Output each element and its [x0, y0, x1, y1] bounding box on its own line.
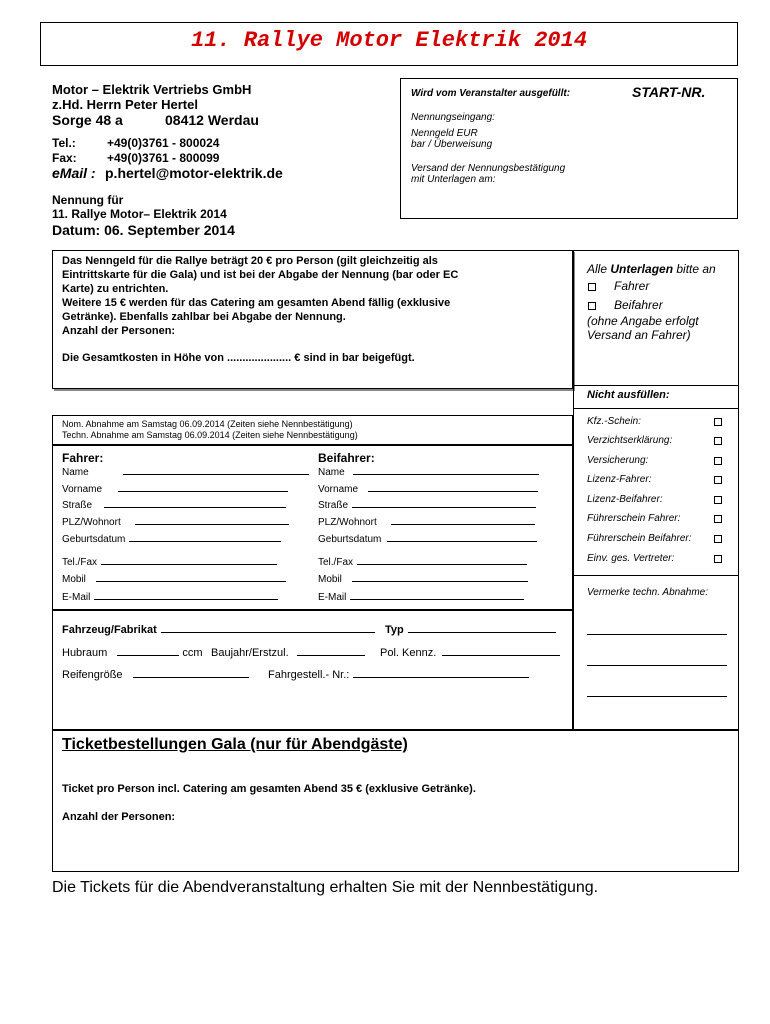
right-divider [573, 408, 739, 409]
check-item-label: Versicherung: [587, 455, 649, 466]
check-item-label: Lizenz-Beifahrer: [587, 494, 663, 505]
street: Sorge 48 a [52, 112, 123, 128]
unterlagen-line: Alle Unterlagen bitte an [587, 262, 716, 276]
fee-text-line: Getränke). Ebenfalls zahlbar bei Abgabe der Nennung. [62, 311, 346, 323]
check-item-label: Führerschein Fahrer: [587, 513, 681, 524]
start-nr-label: START-NR. [632, 84, 706, 100]
reifengroesse-field[interactable]: Reifengröße [62, 668, 249, 681]
right-divider [573, 385, 739, 386]
email-value: p.hertel@motor-elektrik.de [105, 165, 283, 181]
beifahrer-wohnort-field[interactable]: PLZ/Wohnort [318, 515, 535, 528]
fax-value: +49(0)3761 - 800099 [107, 151, 220, 165]
check-item-label: Kfz.-Schein: [587, 416, 641, 427]
check-item-box[interactable] [714, 535, 722, 543]
vermerke-label: Vermerke techn. Abnahme: [587, 587, 708, 598]
company-name: Motor – Elektrik Vertriebs GmbH [52, 82, 252, 97]
beifahrer-vorname-field[interactable]: Vorname [318, 482, 538, 495]
total-cost-line: Die Gesamtkosten in Höhe von ..................... € sind in bar beigefügt. [62, 352, 415, 364]
tel-value: +49(0)3761 - 800024 [107, 136, 220, 150]
beifahrer-email-field[interactable]: E-Mail [318, 590, 524, 603]
fahrer-wohnort-field[interactable]: PLZ/Wohnort [62, 515, 289, 528]
beifahrer-strasse-field[interactable]: Straße [318, 498, 536, 511]
fee-text-line: Das Nenngeld für die Rallye beträgt 20 € pro Person (gilt gleichzeitig als [62, 255, 438, 267]
versand-label: Versand der Nennungsbestätigung [411, 163, 566, 174]
fahrer-option-label: Fahrer [614, 279, 650, 293]
ticket-price-text: Ticket pro Person incl. Catering am gesamten Abend 35 € (exklusive Getränke). [62, 783, 476, 795]
check-item-box[interactable] [714, 515, 722, 523]
check-item-box[interactable] [714, 476, 722, 484]
attn-name: z.Hd. Herrn Peter Hertel [52, 97, 198, 112]
fahrer-email-field[interactable]: E-Mail [62, 590, 278, 603]
beifahrer-option-label: Beifahrer [614, 298, 663, 312]
nicht-ausfuellen-heading: Nicht ausfüllen: [587, 389, 670, 401]
persons-label: Anzahl der Personen: [62, 325, 176, 337]
fee-text-line: Karte) zu entrichten. [62, 283, 169, 295]
unterlagen-note: (ohne Angabe erfolgt [587, 314, 699, 328]
city: 08412 Werdau [165, 112, 259, 128]
footer-note: Die Tickets für die Abendveranstaltung erhalten Sie mit der Nennbestätigung. [52, 879, 599, 896]
fahrgestell-field[interactable]: Fahrgestell.- Nr.: [268, 668, 529, 681]
ticket-heading: Ticketbestellungen Gala (nur für Abendgäste) [62, 736, 408, 753]
tel-label: Tel.: [52, 136, 76, 150]
abnahme-nom: Nom. Abnahme am Samstag 06.09.2014 (Zeiten siehe Nennbestätigung) [62, 419, 353, 429]
hubraum-field[interactable]: Hubraum ccm [62, 647, 203, 659]
beifahrer-heading: Beifahrer: [318, 451, 375, 465]
nennung-event: 11. Rallye Motor– Elektrik 2014 [52, 207, 227, 221]
check-item-box[interactable] [714, 496, 722, 504]
event-date: Datum: 06. September 2014 [52, 222, 235, 238]
fahrer-heading: Fahrer: [62, 451, 104, 465]
check-item-label: Verzichtserklärung: [587, 435, 673, 446]
fee-text-line: Weitere 15 € werden für das Catering am gesamten Abend fällig (exklusive [62, 297, 451, 309]
ticket-persons-label[interactable]: Anzahl der Personen: [62, 811, 176, 823]
fahrer-name-field[interactable]: Name [62, 465, 309, 478]
beifahrer-mobil-field[interactable]: Mobil [318, 572, 528, 585]
fahrer-vorname-field[interactable]: Vorname [62, 482, 288, 495]
page-title: 11. Rallye Motor Elektrik 2014 [40, 22, 738, 66]
fahrer-strasse-field[interactable]: Straße [62, 498, 286, 511]
kennzeichen-field[interactable]: Pol. Kennz. [380, 646, 560, 659]
beifahrer-geburtsdatum-field[interactable]: Geburtsdatum [318, 532, 537, 545]
fahrer-geburtsdatum-field[interactable]: Geburtsdatum [62, 532, 281, 545]
beifahrer-checkbox[interactable] [588, 302, 596, 310]
abnahme-techn: Techn. Abnahme am Samstag 06.09.2014 (Zeiten siehe Nennbestätigung) [62, 430, 358, 440]
fahrer-telfax-field[interactable]: Tel./Fax [62, 555, 277, 568]
unterlagen-note: Versand an Fahrer) [587, 328, 691, 342]
typ-field[interactable]: Typ [385, 623, 556, 636]
check-item-box[interactable] [714, 457, 722, 465]
organizer-heading: Wird vom Veranstalter ausgefüllt: [411, 88, 571, 99]
right-divider [573, 575, 739, 576]
fee-text-line: Eintrittskarte für die Gala) und ist bei der Abgabe der Nennung (bar oder EC [62, 269, 459, 281]
fahrer-checkbox[interactable] [588, 283, 596, 291]
baujahr-field[interactable]: Baujahr/Erstzul. [211, 646, 365, 659]
nennung-label: Nennung für [52, 193, 124, 207]
nenngeld-label: Nenngeld EUR [411, 128, 478, 139]
eingang-label: Nennungseingang: [411, 112, 495, 123]
fahrer-mobil-field[interactable]: Mobil [62, 572, 286, 585]
fabrikat-field[interactable]: Fahrzeug/Fabrikat [62, 623, 375, 636]
versand-label-2: mit Unterlagen am: [411, 174, 496, 185]
vermerke-line[interactable] [587, 665, 727, 666]
vermerke-line[interactable] [587, 634, 727, 635]
check-item-box[interactable] [714, 437, 722, 445]
vermerke-line[interactable] [587, 696, 727, 697]
check-item-label: Einv. ges. Vertreter: [587, 553, 675, 564]
check-item-box[interactable] [714, 555, 722, 563]
check-item-box[interactable] [714, 418, 722, 426]
beifahrer-name-field[interactable]: Name [318, 465, 539, 478]
check-item-label: Führerschein Beifahrer: [587, 533, 692, 544]
fax-label: Fax: [52, 151, 77, 165]
beifahrer-telfax-field[interactable]: Tel./Fax [318, 555, 527, 568]
nenngeld-method: bar / Überweisung [411, 139, 493, 150]
check-item-label: Lizenz-Fahrer: [587, 474, 652, 485]
email-label: eMail : [52, 165, 96, 181]
